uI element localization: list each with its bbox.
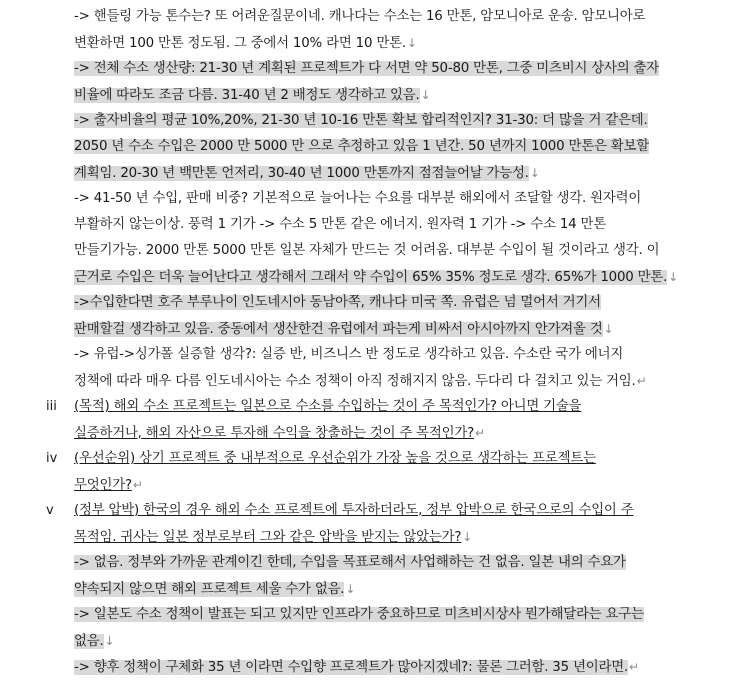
- line-text: -> 핸들링 가능 톤수는? 또 어려운질문이네. 캐나다는 수소는 16 만톤, 암모니아로 운송. 암모니아로: [74, 9, 646, 24]
- paragraph-mark-icon: ↓: [345, 582, 356, 596]
- text-line: [74, 473, 143, 497]
- text-line: [74, 421, 485, 445]
- paragraph-mark-icon: ↓: [104, 634, 115, 648]
- paragraph-mark-icon: ↓: [668, 270, 679, 284]
- paragraph-mark-icon: ↵: [475, 426, 485, 440]
- text-line: [74, 369, 646, 393]
- text-line: [74, 317, 613, 341]
- text-line: [74, 447, 596, 471]
- line-text: 정책에 따라 매우 다름 인도네시아는 수소 정책이 아직 정해지지 않음. 두다리 다 걸치고 있는 거임.: [74, 374, 636, 389]
- text-line: [74, 135, 649, 159]
- highlighted-text: 약속되지 않으면 해외 프로젝트 세울 수가 없음.: [74, 582, 345, 597]
- highlighted-text: 근거로 수입은 더욱 늘어난다고 생각해서 그래서 약 수입이 65% 35% 정도로 생각. 65%가 1000 만톤.: [74, 270, 668, 285]
- highlighted-text: 비율에 따라도 조금 다름. 31-40 년 2 배정도 생각하고 있음.: [74, 88, 420, 103]
- text-line: [74, 395, 581, 419]
- paragraph-mark-icon: ↵: [629, 660, 639, 674]
- text-line: [74, 31, 417, 55]
- text-line: [74, 343, 623, 367]
- line-text: 부활하지 않는이상. 풍력 1 기가 -> 수소 5 만톤 같은 에너지. 원자력 1 기가 -> 수소 14 만톤: [74, 217, 607, 232]
- highlighted-text: -> 전체 수소 생산량: 21-30 년 계획된 프로젝트가 다 서면 약 50-80 만톤, 그중 미츠비시 상사의 출자: [74, 61, 660, 76]
- text-line: [74, 109, 648, 133]
- paragraph-mark-icon: ↓: [406, 36, 417, 50]
- line-text: (목적) 해외 수소 프로젝트는 일본으로 수소를 수입하는 것이 주 목적인가? 아니면 기술을: [74, 399, 582, 414]
- paragraph-mark-icon: ↓: [529, 166, 540, 180]
- highlighted-text: ->수입한다면 호주 부루나이 인도네시아 동남아쪽, 캐나다 미국 쪽. 유럽은 넘 멀어서 거기서: [74, 295, 601, 310]
- highlighted-text: -> 향후 정책이 구체화 35 년 이라면 수입향 프로젝트가 많아지겠네?: 물론 그러함. 35 년이라면.: [74, 660, 628, 675]
- text-line: [74, 239, 659, 263]
- text-line: [74, 603, 644, 627]
- highlighted-text: 없음.: [74, 634, 104, 649]
- text-line: [74, 5, 645, 29]
- text-line: [74, 187, 641, 211]
- text-line: [74, 499, 633, 523]
- line-text: (우선순위) 상기 프로젝트 중 내부적으로 우선순위가 가장 높을 것으로 생각하는 프로젝트는: [74, 451, 596, 466]
- line-text: -> 41-50 년 수입, 판매 비중? 기본적으로 늘어나는 수요를 대부분 해외에서 조달할 생각. 원자력이: [74, 191, 642, 206]
- highlighted-text: -> 없음. 정부와 가까운 관계이긴 한데, 수입을 목표로해서 사업해하는 건 없음. 일본 내의 수요가: [74, 555, 626, 570]
- list-number: iii: [46, 399, 57, 414]
- highlighted-text: 판매할걸 생각하고 있음. 중동에서 생산한건 유럽에서 파는게 비싸서 아시아까지 안가져올 것: [74, 322, 603, 337]
- text-line: [74, 213, 606, 237]
- text-line: [74, 265, 678, 289]
- paragraph-mark-icon: ↓: [420, 88, 431, 102]
- paragraph-mark-icon: ↵: [636, 374, 647, 388]
- text-line: [74, 577, 355, 601]
- text-line: [74, 291, 601, 315]
- paragraph-mark-icon: ↓: [603, 322, 614, 336]
- highlighted-text: -> 출자비율의 평균 10%,20%, 21-30 년 10-16 만톤 확보 합리적인지? 31-30: 더 많을 거 같은데.: [74, 113, 648, 128]
- text-line: [74, 629, 114, 653]
- list-number: iv: [46, 451, 58, 466]
- text-line: [74, 83, 430, 107]
- line-text: 만들기가능. 2000 만톤 5000 만톤 일본 자체가 만드는 것 어려움. 대부분 수입이 될 것이라고 생각. 이: [74, 243, 660, 258]
- highlighted-text: -> 일본도 수소 정책이 발표는 되고 있지만 인프라가 중요하므로 미츠비시상사 뭔가해달라는 요구는: [74, 607, 644, 622]
- text-line: [74, 57, 659, 81]
- text-line: [74, 525, 472, 549]
- highlighted-text: 계획임. 20-30 년 백만톤 언저리, 30-40 년 1000 만톤까지 점점늘어날 가능성.: [74, 166, 529, 181]
- text-line: [74, 161, 540, 185]
- text-line: [74, 655, 639, 679]
- line-text: -> 유럽->싱가폴 실증할 생각?: 실증 반, 비즈니스 반 정도로 생각하고 있음. 수소란 국가 에너지: [74, 347, 624, 362]
- line-text: 변환하면 100 만톤 정도됨. 그 중에서 10% 라면 10 만톤.: [74, 36, 406, 51]
- highlighted-text: 2050 년 수소 수입은 2000 만 5000 만 으로 추정하고 있음 1 년간. 50 년까지 1000 만톤은 확보할: [74, 139, 649, 154]
- text-line: [74, 551, 626, 575]
- line-text: 목적임. 귀사는 일본 정부로부터 그와 같은 압박을 받지는 않았는가?: [74, 530, 462, 545]
- paragraph-mark-icon: ↓: [462, 530, 473, 544]
- line-text: (정부 압박) 한국의 경우 해외 수소 프로젝트에 투자하더라도, 정부 압박으로 한국으로의 수입이 주: [74, 503, 634, 518]
- list-number: v: [46, 503, 54, 518]
- line-text: 무엇인가?: [74, 478, 132, 493]
- line-text: 실증하거나, 해외 자산으로 투자해 수익을 창출하는 것이 주 목적인가?: [74, 426, 475, 441]
- paragraph-mark-icon: ↵: [132, 478, 143, 492]
